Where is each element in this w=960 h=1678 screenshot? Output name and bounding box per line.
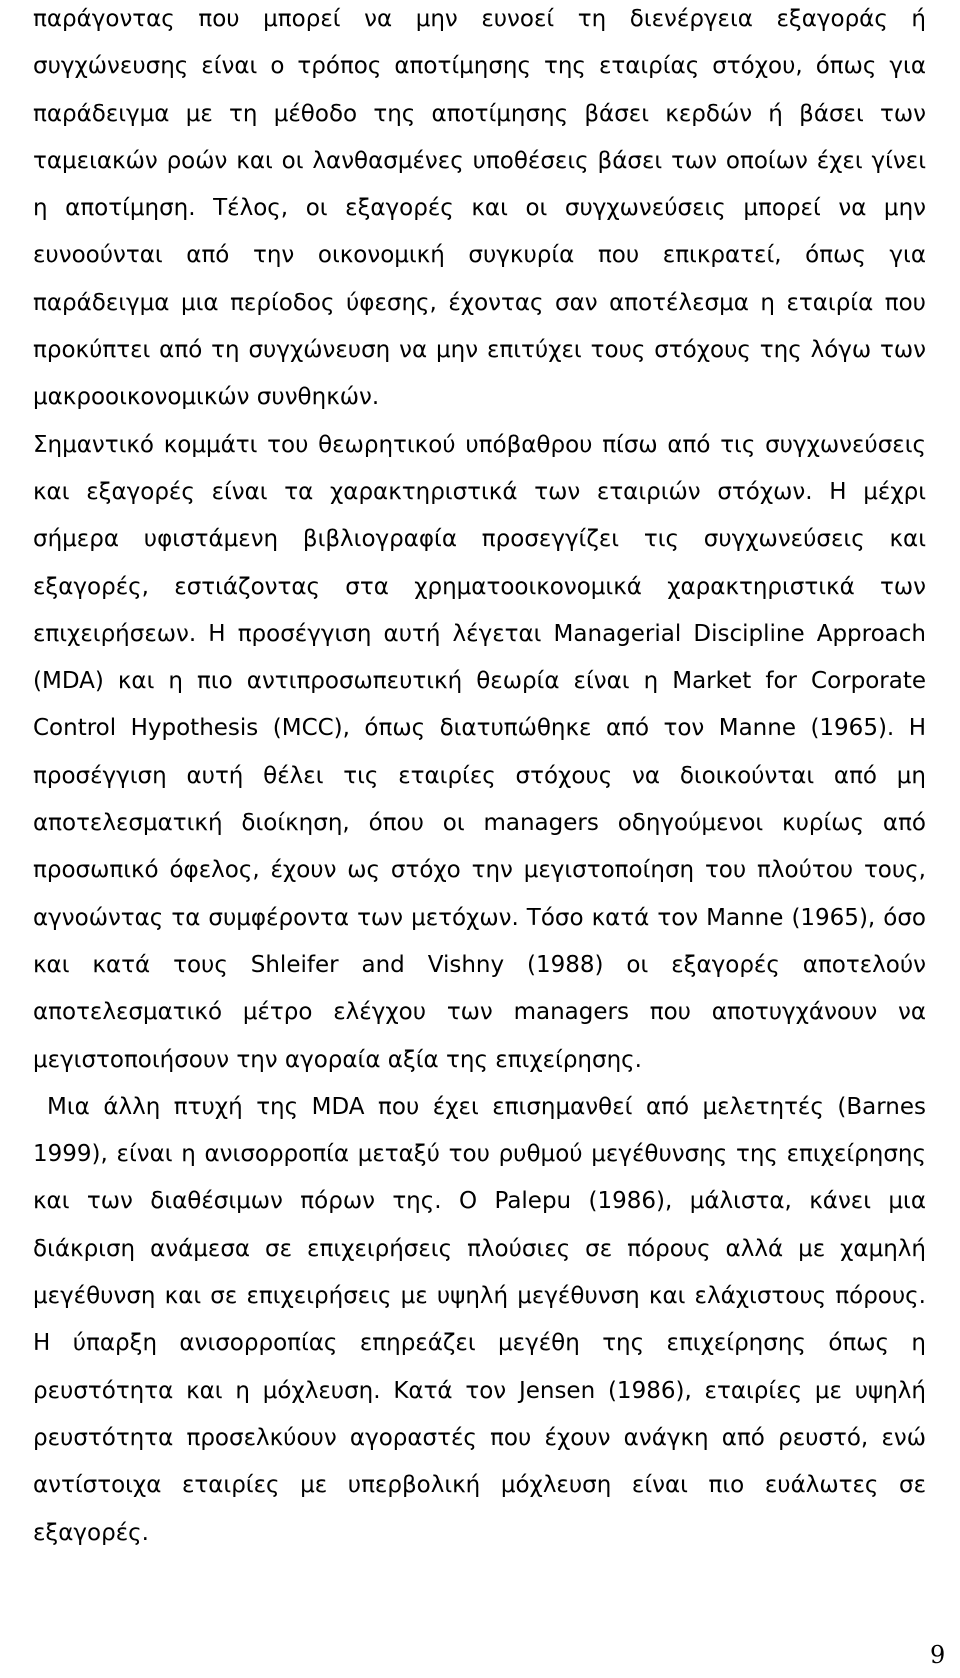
paragraph-3: Μια άλλη πτυχή της MDA που έχει επισημανθεί από μελετητές (Barnes 1999), είναι η ανισορροπία μεταξύ του ρυθμού μεγέθυνσης της επιχείρησης και των διαθέσιμων πόρων της. Ο Palepu (1986), μάλιστα, κάνει μια διάκριση ανάμεσα σε επιχειρήσεις πλούσιες σε πόρους αλλά με χαμηλή μεγέθυνση και σε επιχειρήσεις με υψηλή μεγέθυνση και ελάχιστους πόρους. Η ύπαρξη ανισορροπίας επηρεάζει μεγέθη της επιχείρησης όπως η ρευστότητα και η μόχλευση. Κατά τον Jensen (1986), εταιρίες με υψηλή ρευστότητα προσελκύουν αγοραστές που έχουν ανάγκη από ρευστό, ενώ αντίστοιχα εταιρίες με υπερβολική μόχλευση είναι πιο ευάλωτες σε εξαγορές. [33, 1093, 926, 1546]
page-number: 9 [930, 1641, 946, 1669]
document-page [33, 0, 926, 1557]
paragraph-1: παράγοντας που μπορεί να μην ευνοεί τη διενέργεια εξαγοράς ή συγχώνευσης είναι ο τρόπος αποτίμησης της εταιρίας στόχου, όπως για παράδειγμα με τη μέθοδο της αποτίμησης βάσει κερδών ή βάσει των ταμειακών ροών και οι λανθασμένες υποθέσεις βάσει των οποίων έχει γίνει η αποτίμηση. Τέλος, οι εξαγορές και οι συγχωνεύσεις μπορεί να μην ευνοούνται από την οικονομική συγκυρία που επικρατεί, όπως για παράδειγμα μια περίοδος ύφεσης, έχοντας σαν αποτέλεσμα η εταιρία που προκύπτει από τη συγχώνευση να μην επιτύχει τους στόχους της λόγω των μακροοικονομικών συνθηκών. [33, 6, 926, 411]
paragraph-2: Σημαντικό κομμάτι του θεωρητικού υπόβαθρου πίσω από τις συγχωνεύσεις και εξαγορές είναι τα χαρακτηριστικά των εταιριών στόχων. Η μέχρι σήμερα υφιστάμενη βιβλιογραφία προσεγγίζει τις συγχωνεύσεις και εξαγορές, εστιάζοντας στα χρηματοοικονομικά χαρακτηριστικά των επιχειρήσεων. Η προσέγγιση αυτή λέγεται Managerial Discipline Approach (MDA) και η πιο αντιπροσωπευτική θεωρία είναι η Market for Corporate Control Hypothesis (MCC), όπως διατυπώθηκε από τον Manne (1965). Η προσέγγιση αυτή θέλει τις εταιρίες στόχους να διοικούνται από μη αποτελεσματική διοίκηση, όπου οι managers οδηγούμενοι κυρίως από προσωπικό όφελος, έχουν ως στόχο την μεγιστοποίηση του πλούτου τους, αγνοώντας τα συμφέροντα των μετόχων. Τόσο κατά τον Manne (1965), όσο και κατά τους Shleifer and Vishny (1988) οι εξαγορές αποτελούν αποτελεσματικό μέτρο ελέγχου των managers που αποτυγχάνουν να μεγιστοποιήσουν την αγοραία αξία της επιχείρησης. [33, 431, 926, 1073]
